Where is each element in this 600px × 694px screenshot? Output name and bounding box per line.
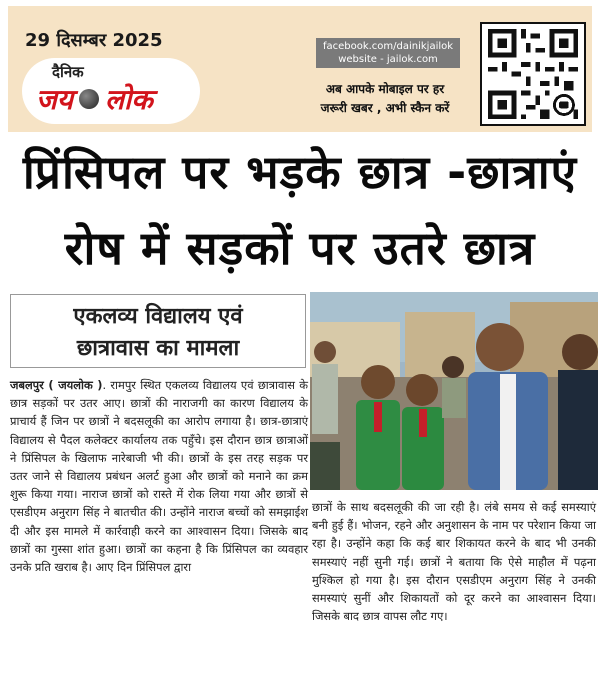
qr-code[interactable] bbox=[480, 22, 586, 126]
website-link[interactable]: website - jailok.com bbox=[338, 54, 438, 65]
qr-code-graphic bbox=[482, 24, 584, 124]
scan-prompt bbox=[300, 80, 470, 118]
headline-line-1: प्रिंसिपल पर भड़के छात्र -छात्राएं bbox=[22, 145, 578, 199]
article-right-body: छात्रों के साथ बदसलूकी की जा रही है। लंबे समय से कई समस्याएं बनी हुई हैं। भोजन, रहने और अनुशासन के नाम पर परेशान किया जा रहा है। उन्होंने कहा कि कई बार शिकायत करने के बाद भी उनकी समस्याएं नहीं सुनी गई। छात्रों ने बताया कि ऐसे माहौल में पढ़ना मुश्किल हो गया है। इस दौरान एसडीएम अनुराग सिंह ने उनकी समस्याएं सुनीं और शिकायतों को दूर करने का आश्वासन दिया। जिसके बाद छात्र वापस लौट गए। bbox=[312, 500, 596, 624]
logo-small-text: दैनिक bbox=[52, 63, 84, 81]
news-photo bbox=[310, 292, 598, 490]
subhead-line-1: एकलव्य विद्यालय एवं bbox=[73, 303, 243, 329]
article-byline: जबलपुर ( जयलोक ) bbox=[10, 378, 103, 392]
issue-date: 29 दिसम्बर 2025 bbox=[25, 30, 163, 51]
facebook-link[interactable]: facebook.com/dainikjailok bbox=[322, 41, 454, 52]
social-links bbox=[316, 38, 460, 68]
newspaper-logo bbox=[22, 58, 200, 124]
article-column-right bbox=[312, 498, 596, 625]
globe-icon bbox=[79, 89, 99, 109]
subheadline bbox=[10, 294, 306, 368]
logo-wordmark bbox=[36, 80, 153, 118]
headline-line-2: रोष में सड़कों पर उतरे छात्र bbox=[64, 221, 536, 275]
news-photo-graphic bbox=[310, 292, 598, 490]
logo-left-word: जय bbox=[36, 83, 74, 116]
article-column-left bbox=[10, 376, 308, 576]
article-left-body: . रामपुर स्थित एकलव्य विद्यालय एवं छात्रावास के छात्र सड़कों पर उतर आए। छात्रों की नाराजगी का कारण विद्यालय के प्राचार्य हैं जिन पर छात्रों ने बदसलूकी का आरोप लगाया है। छात्र-छात्राएं विद्यालय से पैदल कलेक्टर कार्यालय तक पहुँचे। इस दौरान छात्र छात्राओं ने प्रिंसिपल के खिलाफ नारेबाजी भी की। छात्रों के इस तरह सड़क पर उतर जाने से विद्यालय प्रबंधन अलर्ट हुआ और छात्रों को मनाने का क्रम शुरू किया गया। नाराज छात्रों को रास्ते में रोक लिया गया और छात्रों से एसडीएम अनुराग सिंह ने बातचीत की। उन्होंने नाराज बच्चों को समझाईश दी और इस मामले में कार्रवाही करने का आश्वासन दिया। जिसके बाद छात्रों का गुस्सा शांत हुआ। छात्रों का कहना है कि प्रिंसिपल का व्यवहार उनके प्रति खराब है। आए दिन प्रिंसिपल द्वारा bbox=[10, 378, 308, 575]
subhead-line-2: छात्रावास का मामला bbox=[76, 335, 240, 361]
scan-line-2: जरूरी खबर , अभी स्कैन करें bbox=[320, 101, 450, 115]
scan-line-1: अब आपके मोबाइल पर हर bbox=[325, 82, 445, 96]
logo-right-word: लोक bbox=[105, 83, 153, 116]
